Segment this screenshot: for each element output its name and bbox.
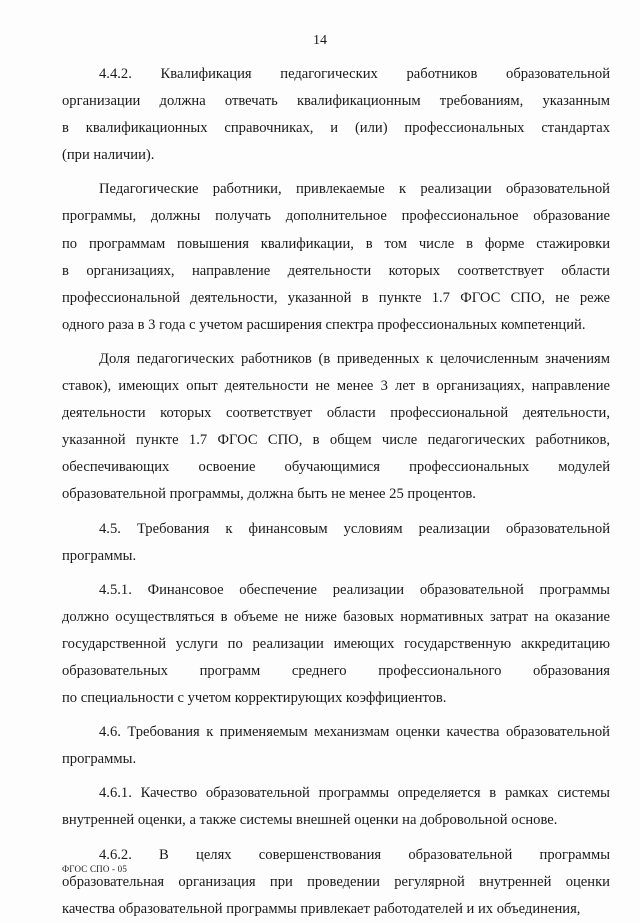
text-line: Педагогические работники, привлекаемые к реализации образовательной [99, 181, 610, 198]
text-line: программы. [62, 547, 137, 564]
text-line: по программам повышения квалификации, в том числе в форме стажировки [62, 235, 610, 252]
paragraph-gap [62, 773, 610, 780]
page-number: 14 [313, 33, 327, 48]
text-line: 4.6. Требования к применяемым механизмам оценки качества образовательной [99, 724, 610, 741]
text-line: (при наличии). [62, 147, 155, 164]
paragraph-gap [62, 570, 610, 577]
text-line: в организациях, направление деятельности которых соответствует области [62, 262, 610, 279]
footer-code: ФГОС СПО - 05 [62, 864, 128, 874]
text-line: организации должна отвечать квалификационным требованиям, указанным [62, 93, 610, 110]
text-line: программы. [62, 751, 137, 768]
text-line: государственной услуги по реализации имеющих государственную аккредитацию [62, 635, 610, 652]
paragraph-gap [62, 835, 610, 842]
paragraph [62, 176, 610, 339]
text-line: в квалификационных справочниках, и (или) профессиональных стандартах [62, 120, 610, 137]
paragraph [62, 719, 610, 773]
text-line: образовательная организация при проведении регулярной внутренней оценки [62, 873, 610, 890]
paragraph [62, 842, 610, 923]
text-line: образовательной программы, должна быть не менее 25 процентов. [62, 486, 476, 503]
text-line: программы, должны получать дополнительное профессиональное образование [62, 208, 610, 225]
text-line: 4.5.1. Финансовое обеспечение реализации образовательной программы [99, 581, 610, 598]
text-line: обеспечивающих освоение обучающимися профессиональных модулей [62, 459, 610, 476]
text-line: по специальности с учетом корректирующих коэффициентов. [62, 690, 447, 707]
text-line: 4.5. Требования к финансовым условиям реализации образовательной [99, 520, 610, 537]
paragraph [62, 780, 610, 834]
document-body [62, 61, 610, 923]
text-line: указанной пункте 1.7 ФГОС СПО, в общем числе педагогических работников, [62, 432, 610, 449]
paragraph-gap [62, 509, 610, 516]
paragraph [62, 516, 610, 570]
text-line: должно осуществляться в объеме не ниже базовых нормативных затрат на оказание [62, 608, 610, 625]
text-line: профессиональной деятельности, указанной в пункте 1.7 ФГОС СПО, не реже [62, 289, 610, 306]
paragraph-gap [62, 339, 610, 346]
paragraph [62, 346, 610, 509]
paragraph [62, 61, 610, 169]
text-line: образовательных программ среднего профессионального образования [62, 662, 610, 679]
paragraph-gap [62, 169, 610, 176]
text-line: ставок), имеющих опыт деятельности не менее 3 лет в организациях, направление [62, 378, 610, 395]
text-line: качества образовательной программы привлекает работодателей и их объединения, [62, 900, 581, 917]
text-line: внутренней оценки, а также системы внешней оценки на добровольной основе. [62, 812, 558, 829]
text-line: 4.4.2. Квалификация педагогических работников образовательной [99, 66, 610, 82]
text-line: одного раза в 3 года с учетом расширения спектра профессиональных компетенций. [62, 316, 586, 333]
text-line: 4.6.2. В целях совершенствования образовательной программы [99, 846, 610, 863]
paragraph [62, 577, 610, 712]
text-line: 4.6.1. Качество образовательной программы определяется в рамках системы [99, 785, 610, 802]
paragraph-gap [62, 712, 610, 719]
text-line: Доля педагогических работников (в приведенных к целочисленным значениям [99, 350, 610, 367]
text-line: деятельности которых соответствует области профессиональной деятельности, [62, 405, 610, 422]
